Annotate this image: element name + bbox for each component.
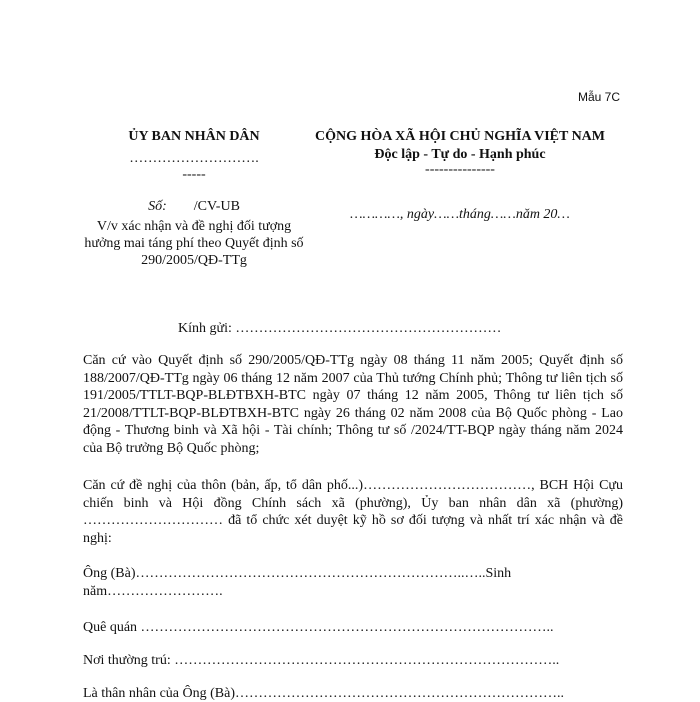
legal-basis-paragraph: Căn cứ vào Quyết định số 290/2005/QĐ-TTg ngày 08 tháng 11 năm 2005; Quyết định số 188/2007/QĐ-TTg ngày 06 tháng 12 năm 2007 của Thủ tướng Chính phủ; Thông tư liên tịch số 191/2005/TTLT-BQP-BLĐTBXH-BTC ngày 07 tháng 12 năm 2005, Thông tư liên tịch số 21/2008/TTLT-BQP-BLĐTBXH-BTC ngày 26 tháng 02 năm 2008 của Bộ Quốc phòng - Lao động - Thương binh và Xã hội - Tài chính; Thông tư số /2024/TT-BQP ngày tháng năm 2024 của Bộ trưởng Bộ Quốc phòng; (83, 353, 623, 456)
agency-name: ỦY BAN NHÂN DÂN (128, 129, 260, 144)
proposal-paragraph: Căn cứ đề nghị của thôn (bản, ấp, tổ dân phố...)………………………………, BCH Hội Cựu chiến binh và Hội đồng Chính sách xã (phường), Ủy ban nhân dân xã (phường) ………………………… đã tổ chức xét duyệt kỹ hồ sơ đối tượng và nhất trí xác nhận và đề nghị: (83, 478, 623, 546)
agency-name-placeholder: ………………………. (129, 151, 259, 166)
birth-year-field: năm……………………. (83, 584, 223, 599)
form-code: Mẫu 7C (578, 90, 621, 104)
hometown-field: Quê quán …………………………………………………………………………….. (83, 620, 554, 635)
relative-field: Là thân nhân của Ông (Bà)…………………………………………………………….. (83, 686, 564, 701)
document-subject: V/v xác nhận và đề nghị đối tượng hưởng mai táng phí theo Quyết định số 290/2005/QĐ-TTg (84, 219, 304, 268)
national-title: CỘNG HÒA XÃ HỘI CHỦ NGHĨA VIỆT NAM (314, 129, 605, 144)
document-number-suffix: /CV-UB (193, 199, 240, 214)
issuing-agency-block (80, 128, 308, 269)
motto-divider: --------------- (425, 162, 495, 177)
date-line: …………, ngày……tháng……năm 20… (350, 207, 570, 222)
document-number (80, 198, 308, 216)
recipient-line: Kính gửi: ………………………………………………… (178, 321, 502, 336)
document-number-label: Số: (148, 199, 167, 214)
national-header-block (300, 128, 620, 224)
agency-divider: ----- (182, 167, 206, 182)
national-motto: Độc lập - Tự do - Hạnh phúc (374, 147, 546, 162)
name-field: Ông (Bà)……………………………………………………………..…..Sinh (83, 566, 512, 581)
residence-field: Nơi thường trú: ……………………………………………………………………….. (83, 653, 560, 668)
